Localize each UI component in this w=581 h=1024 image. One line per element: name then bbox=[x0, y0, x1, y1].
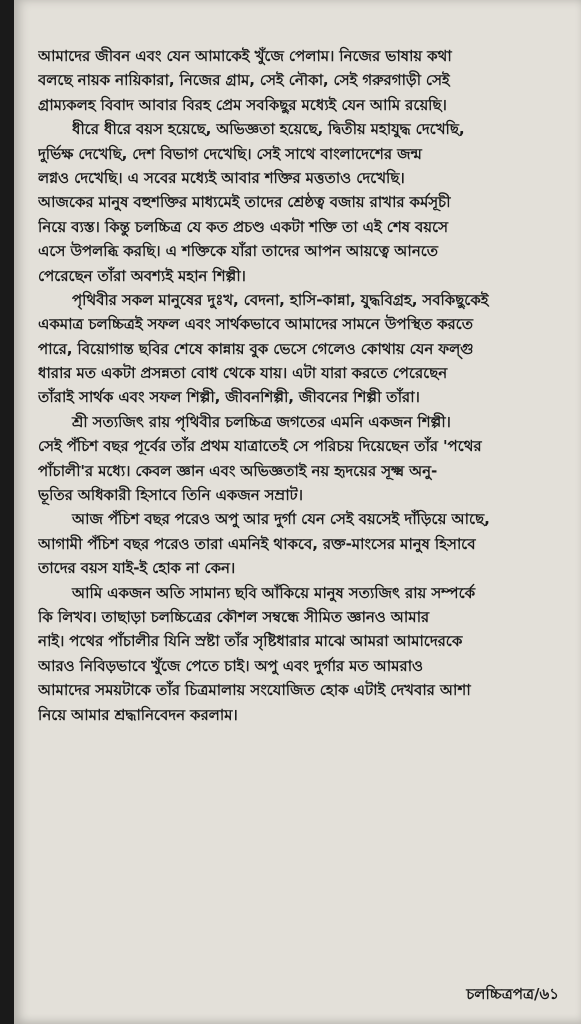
text-line: আমি একজন অতি সামান্য ছবি আঁকিয়ে মানুষ সত্যজিৎ রায় সম্পর্কে bbox=[72, 583, 476, 602]
text-line: পাঁচালী'র মধ্যে। কেবল জ্ঞান এবং অভিজ্ঞতাই নয় হৃদয়ের সূক্ষ্ম অনু- bbox=[38, 461, 438, 480]
text-line: পেরেছেন তাঁরা অবশ্যই মহান শিল্পী। bbox=[38, 266, 246, 285]
text-line: একমাত্র চলচ্চিত্রই সফল এবং সার্থকভাবে আমাদের সামনে উপস্থিত করতে bbox=[38, 315, 473, 334]
text-line: পৃথিবীর সকল মানুষের দুঃখ, বেদনা, হাসি-কান্না, যুদ্ধবিগ্রহ, সবকিছুকেই bbox=[72, 290, 489, 309]
text-line: লগ্নও দেখেছি। এ সবের মধ্যেই আবার শক্তির মত্ততাও দেখেছি। bbox=[38, 168, 405, 187]
text-line: কি লিখব। তাছাড়া চলচ্চিত্রের কৌশল সম্বন্ধে সীমিত জ্ঞানও আমার bbox=[38, 607, 430, 626]
text-line: আজকের মানুষ বহুশক্তির মাধ্যমেই তাদের শ্রেষ্ঠত্ব বজায় রাখার কর্মসূচী bbox=[38, 193, 451, 212]
text-line: আরও নিবিড়ভাবে খুঁজে পেতে চাই। অপু এবং দুর্গার মত আমরাও bbox=[38, 656, 423, 675]
text-line: তাদের বয়স যাই-ই হোক না কেন। bbox=[38, 559, 236, 578]
body-text bbox=[38, 44, 578, 727]
text-line: শ্রী সত্যজিৎ রায় পৃথিবীর চলচ্চিত্র জগতের এমনি একজন শিল্পী। bbox=[72, 412, 451, 431]
page-footer: চলচ্চিত্রপত্র/৬১ bbox=[466, 985, 559, 1003]
text-line: নিয়ে আমার শ্রদ্ধানিবেদন করলাম। bbox=[38, 705, 238, 724]
text-line: আমাদের জীবন এবং যেন আমাকেই খুঁজে পেলাম। নিজের ভাষায় কথা bbox=[38, 47, 452, 65]
text-line: আগামী পঁচিশ বছর পরেও তারা এমনিই থাকবে, রক্ত-মাংসের মানুষ হিসাবে bbox=[38, 534, 476, 553]
text-line: ধারার মত একটা প্রসন্নতা বোধ থেকে যায়। এটা যারা করতে পেরেছেন bbox=[38, 364, 448, 383]
text-line: দুর্ভিক্ষ দেখেছি, দেশ বিভাগ দেখেছি। সেই সাথে বাংলাদেশের জন্ম bbox=[38, 144, 422, 163]
text-line: বলছে নায়ক নায়িকারা, নিজের গ্রাম, সেই নৌকা, সেই গরুরগাড়ী সেই bbox=[38, 71, 450, 90]
text-line: ভূতির অধিকারী হিসাবে তিনি একজন সম্রাট। bbox=[38, 486, 303, 505]
text-line: নাই। পথের পাঁচালীর যিনি স্রষ্টা তাঁর সৃষ্টিধারার মাঝে আমরা আমাদেরকে bbox=[38, 632, 463, 651]
text-line: নিয়ে ব্যস্ত। কিন্তু চলচ্চিত্র যে কত প্রচণ্ড একটা শক্তি তা এই শেষ বয়সে bbox=[38, 217, 448, 236]
text-line: পারে, বিয়োগান্ত ছবির শেষে কান্নায় বুক ভেসে গেলেও কোথায় যেন ফল্গু bbox=[38, 339, 474, 358]
text-line: সেই পঁচিশ বছর পূর্বের তাঁর প্রথম যাত্রাতেই সে পরিচয় দিয়েছেন তাঁর 'পথের bbox=[38, 437, 482, 456]
text-line: আজ পঁচিশ বছর পরেও অপু আর দুর্গা যেন সেই বয়সেই দাঁড়িয়ে আছে, bbox=[72, 510, 490, 529]
text-line: তাঁরাই সার্থক এবং সফল শিল্পী, জীবনশিল্পী, জীবনের শিল্পী তাঁরা। bbox=[38, 388, 420, 407]
document-page bbox=[14, 0, 581, 1024]
text-line: আমাদের সময়টাকে তাঁর চিত্রমালায় সংযোজিত হোক এটাই দেখবার আশা bbox=[38, 681, 471, 700]
text-line: ধীরে ধীরে বয়স হয়েছে, অভিজ্ঞতা হয়েছে, দ্বিতীয় মহাযুদ্ধ দেখেছি, bbox=[72, 120, 465, 139]
text-line: গ্রাম্যকলহ বিবাদ আবার বিরহ প্রেম সবকিছুর মধ্যেই যেন আমি রয়েছি। bbox=[38, 95, 447, 114]
text-line: এসে উপলব্ধি করছি। এ শক্তিকে যাঁরা তাদের আপন আয়ত্বে আনতে bbox=[38, 242, 438, 261]
